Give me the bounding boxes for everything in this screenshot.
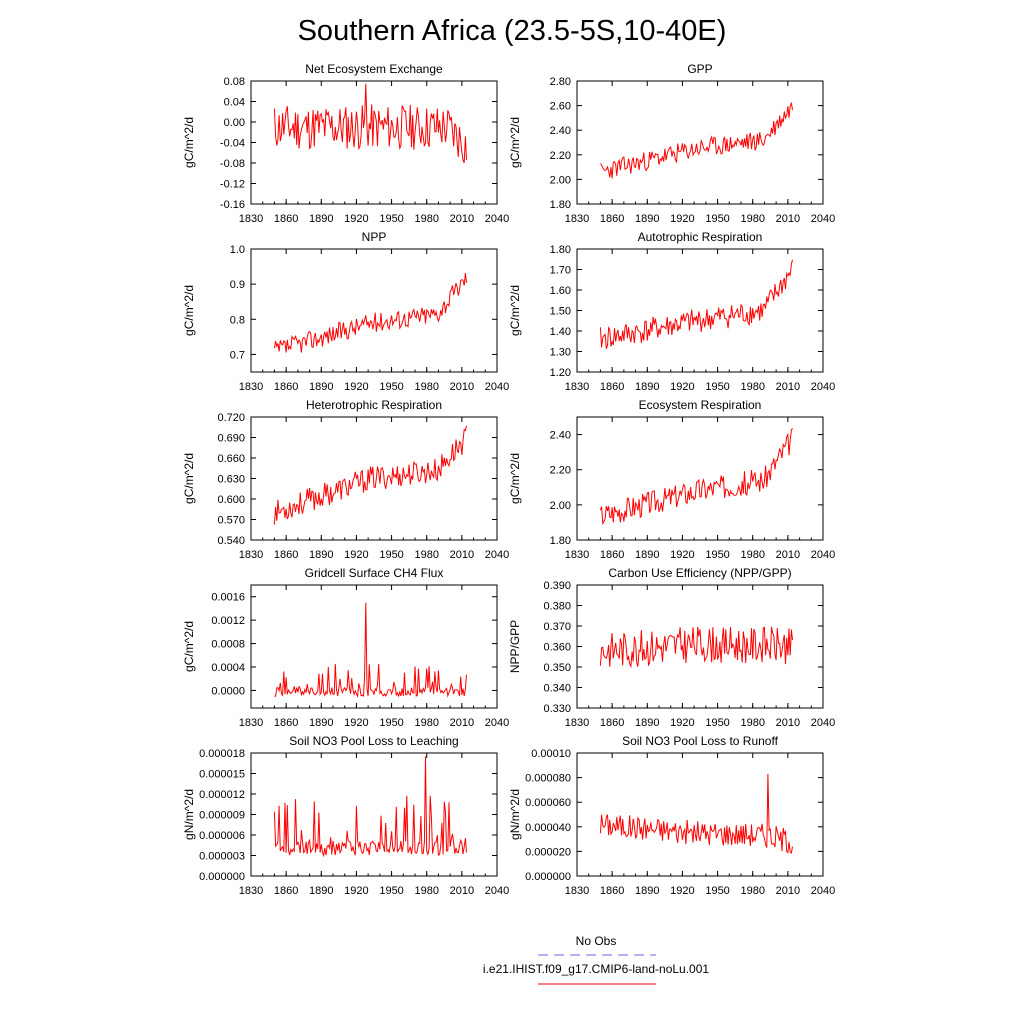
- y-tick-label: 2.20: [549, 149, 571, 162]
- figure-title: Southern Africa (23.5-5S,10-40E): [297, 15, 727, 47]
- y-tick-label: 0.000000: [525, 871, 571, 883]
- x-tick-label: 1860: [599, 885, 625, 897]
- x-tick-label: 1950: [379, 885, 404, 897]
- y-tick-label: 2.40: [549, 125, 571, 138]
- x-tick-label: 1920: [344, 213, 369, 225]
- y-axis-label: gC/m^2/d: [182, 285, 196, 336]
- x-tick-label: 1830: [564, 549, 590, 561]
- x-tick-label: 1890: [309, 381, 334, 393]
- y-tick-label: 0.000080: [525, 772, 571, 785]
- x-tick-label: 1980: [740, 549, 765, 561]
- y-tick-label: 1.60: [549, 285, 571, 297]
- x-tick-label: 2040: [810, 381, 836, 393]
- y-axis-label: gC/m^2/d: [508, 117, 522, 168]
- panel-title: Carbon Use Efficiency (NPP/GPP): [608, 566, 792, 580]
- panel-title: Soil NO3 Pool Loss to Leaching: [289, 734, 459, 748]
- y-tick-label: 0.630: [217, 473, 245, 486]
- x-tick-label: 1890: [309, 549, 334, 561]
- x-tick-label: 2040: [810, 213, 836, 225]
- y-tick-label: 0.340: [543, 682, 571, 695]
- x-tick-label: 2010: [775, 381, 801, 393]
- y-tick-label: 0.0000: [211, 685, 245, 698]
- x-tick-label: 1950: [705, 885, 730, 897]
- x-tick-label: 1830: [564, 885, 590, 897]
- x-tick-label: 1920: [344, 717, 369, 729]
- x-tick-label: 1950: [379, 717, 404, 729]
- y-tick-label: 0.000012: [199, 789, 245, 801]
- x-tick-label: 2040: [484, 213, 510, 225]
- y-tick-label: 0.660: [217, 453, 245, 465]
- y-tick-label: 0.00010: [531, 748, 571, 760]
- panel-title: Heterotrophic Respiration: [305, 398, 443, 412]
- plot-frame: [251, 249, 497, 372]
- x-tick-label: 2010: [449, 885, 475, 897]
- x-tick-label: 2040: [484, 885, 510, 897]
- x-tick-label: 1890: [309, 717, 334, 729]
- x-tick-label: 1860: [599, 213, 625, 225]
- panel-title: GPP: [687, 62, 713, 76]
- series-line-soil-no3-pool-loss-to-runoff: [600, 774, 792, 853]
- y-tick-label: 0.000015: [199, 768, 245, 781]
- y-tick-label: 1.80: [549, 244, 571, 256]
- y-tick-label: 0.380: [543, 600, 571, 613]
- y-tick-label: 1.50: [549, 305, 571, 318]
- x-tick-label: 1920: [344, 381, 369, 393]
- panel-title: Ecosystem Respiration: [638, 398, 762, 412]
- y-tick-label: 0.8: [229, 314, 245, 327]
- y-tick-label: 0.360: [543, 641, 571, 654]
- x-tick-label: 1830: [238, 717, 264, 729]
- series-line-soil-no3-pool-loss-to-leaching: [274, 756, 466, 855]
- x-tick-label: 2040: [810, 885, 836, 897]
- y-tick-label: 1.80: [549, 535, 571, 547]
- y-tick-label: 0.000020: [525, 846, 571, 859]
- x-tick-label: 1980: [414, 213, 439, 225]
- series-line-npp: [274, 273, 466, 352]
- x-tick-label: 2040: [810, 549, 836, 561]
- x-tick-label: 1830: [238, 885, 264, 897]
- x-tick-label: 1950: [705, 381, 730, 393]
- x-tick-label: 1980: [414, 549, 439, 561]
- legend-label-model: i.e21.IHIST.f09_g17.CMIP6-land-noLu.001: [482, 962, 710, 976]
- y-tick-label: 0.0008: [211, 638, 245, 651]
- x-tick-label: 2010: [449, 549, 475, 561]
- plot-frame: [251, 417, 497, 540]
- x-tick-label: 2010: [775, 213, 801, 225]
- panel-title: Autotrophic Respiration: [637, 230, 763, 244]
- panel-title: NPP: [361, 230, 387, 244]
- x-tick-label: 1860: [273, 717, 299, 729]
- y-tick-label: 0.390: [543, 580, 571, 592]
- y-tick-label: 0.330: [543, 703, 571, 715]
- y-tick-label: 1.70: [549, 264, 571, 277]
- x-tick-label: 1890: [635, 549, 660, 561]
- panel-gpp: [508, 62, 835, 225]
- x-tick-label: 2040: [810, 717, 836, 729]
- panel-carbon-use-efficiency-npp-gpp: [508, 566, 835, 729]
- y-axis-label: NPP/GPP: [508, 619, 522, 674]
- y-tick-label: 0.0012: [211, 615, 245, 628]
- panel-autotrophic-respiration: [508, 230, 835, 393]
- panel-npp: [182, 230, 509, 393]
- x-tick-label: 1980: [740, 717, 765, 729]
- y-axis-label: gN/m^2/d: [508, 789, 522, 840]
- series-line-ecosystem-respiration: [600, 428, 792, 523]
- x-tick-label: 1860: [273, 213, 299, 225]
- x-tick-label: 1980: [740, 213, 765, 225]
- y-tick-label: 0.000040: [525, 821, 571, 834]
- legend: [483, 934, 709, 984]
- x-tick-label: 2010: [775, 717, 801, 729]
- x-tick-label: 1980: [740, 381, 765, 393]
- x-tick-label: 1920: [670, 213, 695, 225]
- x-tick-label: 1860: [599, 717, 625, 729]
- x-tick-label: 1830: [564, 381, 590, 393]
- panel-title: Gridcell Surface CH4 Flux: [304, 566, 444, 580]
- y-axis-label: gN/m^2/d: [182, 789, 196, 840]
- y-tick-label: 0.000006: [199, 830, 245, 842]
- y-axis-label: gC/m^2/d: [508, 453, 522, 504]
- plot-frame: [577, 81, 823, 204]
- y-tick-label: -0.04: [219, 137, 245, 150]
- series-line-net-ecosystem-exchange: [274, 84, 466, 163]
- x-tick-label: 1890: [635, 717, 660, 729]
- y-tick-label: 0.0004: [211, 662, 245, 674]
- y-tick-label: 1.30: [549, 346, 571, 359]
- x-tick-label: 1860: [273, 381, 299, 393]
- y-tick-label: -0.08: [219, 158, 245, 170]
- series-line-autotrophic-respiration: [600, 260, 792, 349]
- y-tick-label: 0.0016: [211, 591, 245, 604]
- x-tick-label: 2010: [775, 549, 801, 561]
- y-tick-label: 1.80: [549, 199, 571, 211]
- plot-frame: [251, 81, 497, 204]
- panel-soil-no3-pool-loss-to-runoff: [508, 734, 835, 897]
- y-axis-label: gC/m^2/d: [182, 621, 196, 672]
- y-axis-label: gC/m^2/d: [182, 453, 196, 504]
- x-tick-label: 1920: [344, 885, 369, 897]
- x-tick-label: 1890: [635, 213, 660, 225]
- x-tick-label: 1830: [238, 213, 264, 225]
- x-tick-label: 1980: [740, 885, 765, 897]
- y-tick-label: 2.00: [549, 499, 571, 512]
- y-tick-label: 1.40: [549, 326, 571, 338]
- series-line-gpp: [600, 103, 792, 179]
- y-tick-label: 0.690: [217, 432, 245, 445]
- y-tick-label: 1.20: [549, 367, 571, 379]
- y-tick-label: 0.04: [223, 96, 245, 109]
- x-tick-label: 1830: [238, 549, 264, 561]
- x-tick-label: 1860: [273, 549, 299, 561]
- legend-label-no-obs: No Obs: [575, 934, 617, 948]
- x-tick-label: 1890: [635, 381, 660, 393]
- y-tick-label: 0.570: [217, 514, 245, 527]
- y-tick-label: 0.720: [217, 412, 245, 424]
- x-tick-label: 1830: [564, 717, 590, 729]
- x-tick-label: 1980: [414, 381, 439, 393]
- x-tick-label: 1950: [705, 549, 730, 561]
- x-tick-label: 2010: [449, 213, 475, 225]
- x-tick-label: 1830: [564, 213, 590, 225]
- x-tick-label: 1920: [670, 717, 695, 729]
- x-tick-label: 1980: [414, 885, 439, 897]
- panel-gridcell-surface-ch4-flux: [182, 566, 509, 729]
- y-tick-label: 2.00: [549, 174, 571, 187]
- x-tick-label: 2010: [449, 381, 475, 393]
- x-tick-label: 1980: [414, 717, 439, 729]
- y-tick-label: 0.00: [223, 117, 245, 129]
- x-tick-label: 1950: [379, 381, 404, 393]
- panel-title: Net Ecosystem Exchange: [305, 62, 443, 76]
- x-tick-label: 1860: [273, 885, 299, 897]
- x-tick-label: 1920: [670, 549, 695, 561]
- y-tick-label: 0.000009: [199, 809, 245, 822]
- panel-title: Soil NO3 Pool Loss to Runoff: [622, 734, 778, 748]
- plot-frame: [577, 753, 823, 876]
- x-tick-label: 1830: [238, 381, 264, 393]
- series-line-gridcell-surface-ch4-flux: [274, 603, 466, 697]
- y-tick-label: 0.000060: [525, 797, 571, 810]
- y-tick-label: -0.16: [219, 199, 245, 211]
- x-tick-label: 2040: [484, 549, 510, 561]
- x-tick-label: 1920: [670, 885, 695, 897]
- series-line-carbon-use-efficiency-npp-gpp: [600, 627, 792, 667]
- y-tick-label: 0.08: [223, 76, 245, 88]
- x-tick-label: 1950: [705, 717, 730, 729]
- y-tick-label: 2.40: [549, 429, 571, 442]
- x-tick-label: 1890: [309, 213, 334, 225]
- y-tick-label: 0.350: [543, 662, 571, 674]
- x-tick-label: 1950: [705, 213, 730, 225]
- y-tick-label: 0.000018: [199, 748, 245, 760]
- x-tick-label: 1860: [599, 381, 625, 393]
- y-tick-label: 0.600: [217, 494, 245, 506]
- y-tick-label: -0.12: [219, 178, 245, 191]
- x-tick-label: 2010: [449, 717, 475, 729]
- y-axis-label: gC/m^2/d: [508, 285, 522, 336]
- plot-frame: [577, 249, 823, 372]
- y-tick-label: 0.9: [229, 279, 245, 292]
- y-tick-label: 1.0: [229, 244, 245, 256]
- y-axis-label: gC/m^2/d: [182, 117, 196, 168]
- x-tick-label: 2040: [484, 717, 510, 729]
- y-tick-label: 0.540: [217, 535, 245, 547]
- series-line-heterotrophic-respiration: [274, 426, 466, 525]
- panel-net-ecosystem-exchange: [182, 62, 509, 225]
- x-tick-label: 1890: [635, 885, 660, 897]
- y-tick-label: 0.000003: [199, 850, 245, 863]
- x-tick-label: 1950: [379, 213, 404, 225]
- x-tick-label: 2040: [484, 381, 510, 393]
- y-tick-label: 0.7: [229, 349, 245, 362]
- x-tick-label: 2010: [775, 885, 801, 897]
- x-tick-label: 1860: [599, 549, 625, 561]
- y-tick-label: 2.80: [549, 76, 571, 88]
- y-tick-label: 0.000000: [199, 871, 245, 883]
- y-tick-label: 2.60: [549, 100, 571, 113]
- y-tick-label: 2.20: [549, 464, 571, 477]
- x-tick-label: 1890: [309, 885, 334, 897]
- x-tick-label: 1950: [379, 549, 404, 561]
- y-tick-label: 0.370: [543, 621, 571, 633]
- panel-soil-no3-pool-loss-to-leaching: [182, 734, 509, 897]
- x-tick-label: 1920: [670, 381, 695, 393]
- x-tick-label: 1920: [344, 549, 369, 561]
- panel-ecosystem-respiration: [508, 398, 835, 561]
- plot-frame: [577, 417, 823, 540]
- panel-heterotrophic-respiration: [182, 398, 509, 561]
